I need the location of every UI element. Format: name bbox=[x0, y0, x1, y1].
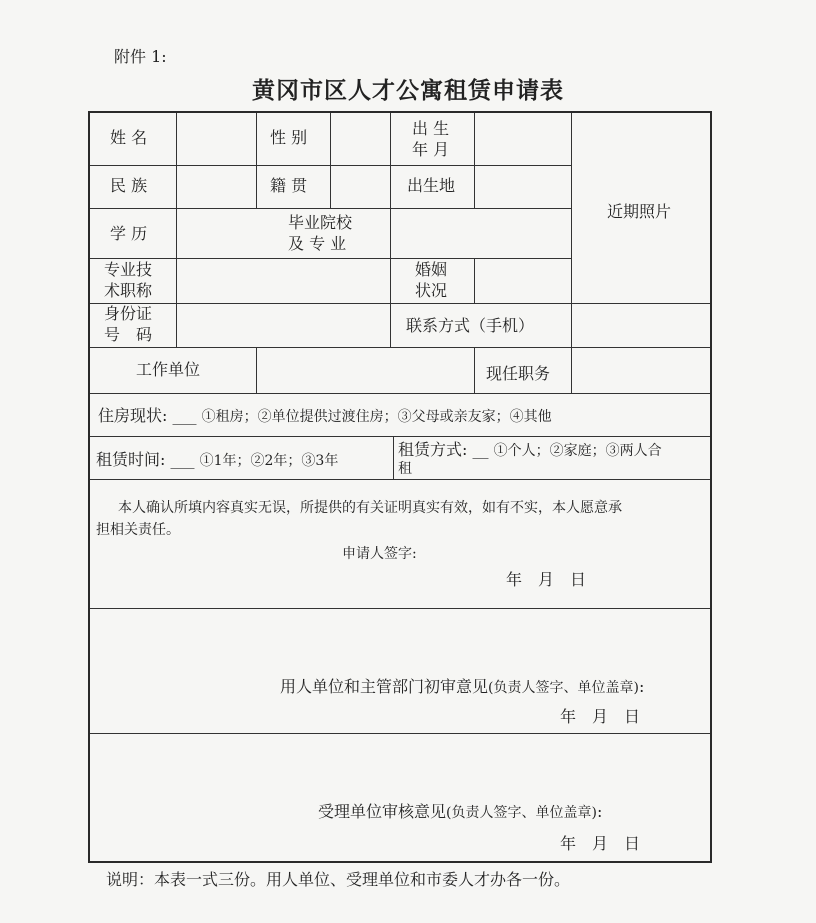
lease-mode-blank[interactable]: __ bbox=[472, 440, 489, 459]
label-birth-line2: 年 月 bbox=[412, 140, 450, 159]
acceptance-review-label: 受理单位审核意见 bbox=[318, 802, 447, 821]
acceptance-review-date: 年 月 日 bbox=[560, 834, 641, 853]
label-name: 姓 名 bbox=[110, 128, 148, 147]
declaration-line1: 本人确认所填内容真实无误，所提供的有关证明真实有效，如有不实，本人愿意承 bbox=[118, 500, 622, 516]
declaration-date: 年 月 日 bbox=[506, 570, 587, 589]
label-birthplace: 出生地 bbox=[407, 176, 456, 195]
ethnicity-field[interactable] bbox=[177, 166, 255, 208]
label-id-line1: 身份证 bbox=[104, 304, 153, 323]
label-contact: 联系方式（手机） bbox=[406, 316, 535, 335]
label-position: 现任职务 bbox=[486, 364, 551, 383]
lease-mode-row bbox=[398, 439, 662, 462]
form-title: 黄冈市区人才公寓租赁申请表 bbox=[252, 77, 564, 104]
label-gender: 性 别 bbox=[270, 128, 308, 147]
school-field[interactable] bbox=[391, 209, 571, 258]
professional-title-field[interactable] bbox=[177, 259, 390, 303]
acceptance-review-row bbox=[318, 801, 602, 824]
label-school-line2: 及 专 业 bbox=[288, 234, 347, 253]
employer-review-label: 用人单位和主管部门初审意见 bbox=[280, 677, 489, 696]
gender-field[interactable] bbox=[331, 114, 389, 164]
declaration-line2: 担相关责任。 bbox=[96, 522, 180, 538]
label-marital-line2: 状况 bbox=[415, 281, 448, 300]
education-field[interactable] bbox=[177, 209, 255, 258]
lease-time-blank[interactable]: ___ bbox=[170, 450, 195, 469]
label-title-line1: 专业技 bbox=[104, 260, 153, 279]
housing-options: ①租房；②单位提供过渡住房；③父母或亲友家；④其他 bbox=[201, 409, 552, 425]
id-number-field[interactable] bbox=[177, 304, 390, 347]
birth-field[interactable] bbox=[475, 114, 570, 164]
label-native-place: 籍 贯 bbox=[270, 176, 308, 195]
label-title-line2: 术职称 bbox=[104, 281, 153, 300]
attachment-label: 附件 1: bbox=[114, 47, 167, 66]
label-ethnicity: 民 族 bbox=[110, 176, 148, 195]
lease-time-options: ①1年；②2年；③3年 bbox=[199, 453, 339, 469]
application-form-table bbox=[88, 111, 712, 863]
employer-review-note: (负责人签字、单位盖章) bbox=[488, 680, 639, 696]
label-id-line2: 号 码 bbox=[104, 325, 153, 344]
employer-review-colon: : bbox=[638, 677, 645, 696]
position-field[interactable] bbox=[572, 348, 710, 393]
acceptance-review-colon: : bbox=[596, 802, 603, 821]
photo-box[interactable] bbox=[572, 114, 710, 303]
name-field[interactable] bbox=[177, 114, 255, 164]
housing-label: 住房现状: bbox=[98, 406, 168, 425]
employer-review-row bbox=[280, 676, 644, 699]
lease-time-label: 租赁时间: bbox=[96, 450, 166, 469]
label-school-line1: 毕业院校 bbox=[288, 213, 353, 232]
birthplace-field[interactable] bbox=[475, 166, 570, 208]
label-birth-line1: 出 生 bbox=[412, 119, 450, 138]
lease-mode-label: 租赁方式: bbox=[398, 440, 468, 459]
label-education: 学 历 bbox=[110, 224, 148, 243]
contact-field[interactable] bbox=[572, 304, 710, 347]
label-marital-line1: 婚姻 bbox=[415, 260, 448, 279]
employer-field[interactable] bbox=[257, 348, 474, 393]
housing-status-row bbox=[98, 405, 552, 428]
label-employer: 工作单位 bbox=[136, 360, 201, 379]
marital-field[interactable] bbox=[475, 259, 570, 303]
housing-blank[interactable]: ___ bbox=[172, 406, 197, 425]
footnote: 说明：本表一式三份。用人单位、受理单位和市委人才办各一份。 bbox=[106, 870, 571, 889]
employer-review-date: 年 月 日 bbox=[560, 707, 641, 726]
label-photo: 近期照片 bbox=[607, 202, 672, 221]
acceptance-review-note: (负责人签字、单位盖章) bbox=[446, 805, 597, 821]
lease-mode-wrap: 租 bbox=[398, 461, 412, 477]
lease-mode-options: ①个人；②家庭；③两人合 bbox=[493, 443, 662, 459]
native-place-field[interactable] bbox=[331, 166, 389, 208]
applicant-signature-label: 申请人签字: bbox=[342, 546, 417, 562]
lease-time-row bbox=[96, 449, 338, 472]
